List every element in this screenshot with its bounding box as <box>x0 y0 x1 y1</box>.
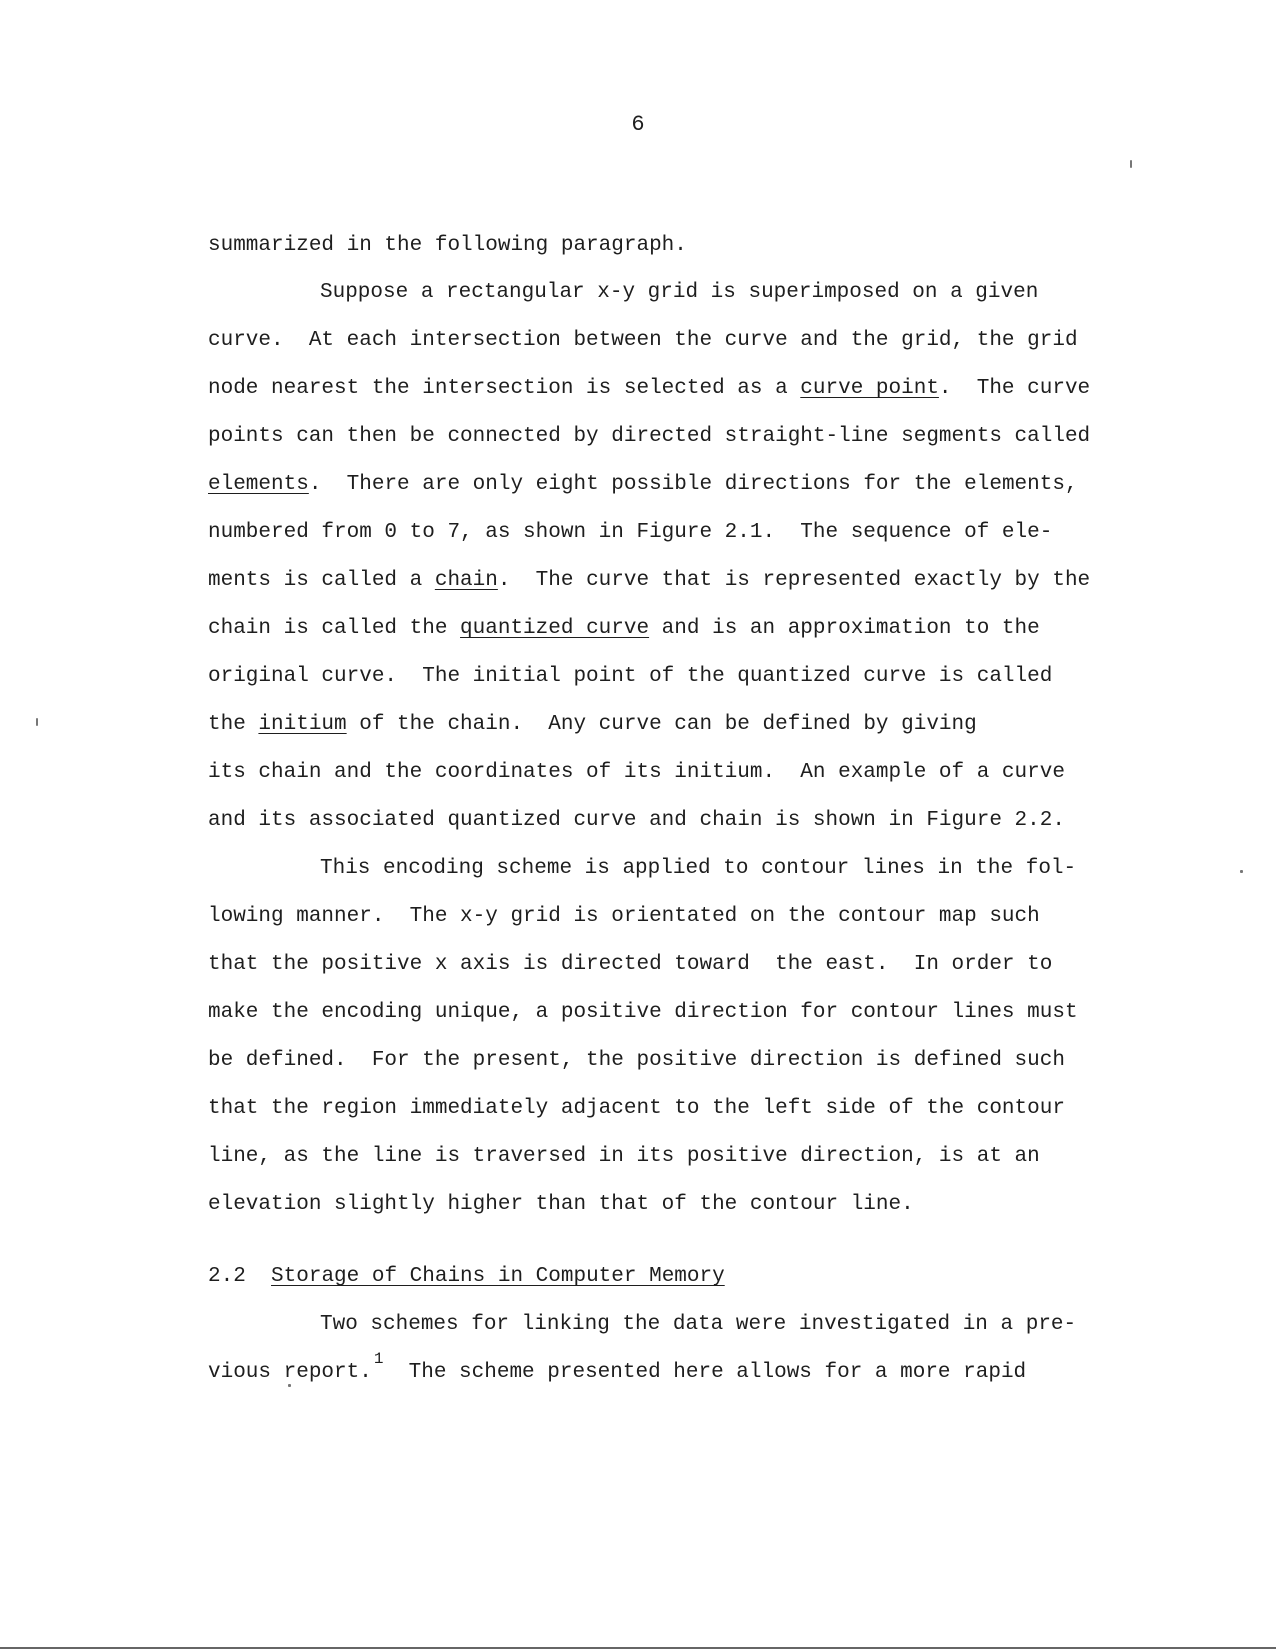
text-line: make the encoding unique, a positive direction for contour lines must <box>208 1001 1078 1024</box>
scan-speck <box>288 1384 291 1387</box>
page-number: 6 <box>631 112 645 137</box>
text-line <box>208 568 1090 594</box>
text-line: that the region immediately adjacent to the left side of the contour <box>208 1097 1065 1120</box>
term-quantized-curve: quantized curve <box>460 617 650 640</box>
text-line: Two schemes for linking the data were investigated in a pre- <box>320 1313 1077 1336</box>
section-number: 2.2 <box>208 1265 246 1288</box>
text-line: This encoding scheme is applied to contour lines in the fol- <box>320 857 1077 880</box>
text-span: . There are only eight possible directions for the elements, <box>308 473 1078 496</box>
text-line: its chain and the coordinates of its initium. An example of a curve <box>208 761 1065 784</box>
text-span: . The curve that is represented exactly by the <box>497 569 1091 592</box>
text-line: Suppose a rectangular x-y grid is superimposed on a given <box>320 281 1039 304</box>
scan-speck <box>1130 160 1132 168</box>
text-span: . The curve <box>938 377 1091 400</box>
text-line <box>208 712 977 738</box>
term-initium: initium <box>258 713 347 736</box>
text-line <box>208 1350 1027 1386</box>
term-chain: chain <box>434 569 498 592</box>
scan-speck <box>36 718 38 726</box>
text-line <box>208 472 1078 498</box>
text-line: curve. At each intersection between the curve and the grid, the grid <box>208 329 1078 352</box>
scan-edge <box>0 1647 1276 1649</box>
term-elements: elements <box>208 473 309 496</box>
text-line: summarized in the following paragraph. <box>208 234 687 257</box>
text-line: lowing manner. The x-y grid is orientated on the contour map such <box>208 905 1040 928</box>
section-title: Storage of Chains in Computer Memory <box>271 1265 725 1288</box>
text-line: numbered from 0 to 7, as shown in Figure 2.1. The sequence of ele- <box>208 521 1053 544</box>
section-heading <box>208 1264 725 1290</box>
text-span: The scheme presented here allows for a more rapid <box>383 1361 1027 1384</box>
text-span: the <box>208 713 259 736</box>
text-line <box>208 616 1040 642</box>
text-line <box>208 376 1090 402</box>
scan-speck <box>1240 870 1243 873</box>
text-line: original curve. The initial point of the quantized curve is called <box>208 665 1053 688</box>
text-line: be defined. For the present, the positive direction is defined such <box>208 1049 1065 1072</box>
text-line: points can then be connected by directed straight-line segments called <box>208 425 1091 448</box>
text-span: node nearest the intersection is selected as a <box>208 377 801 400</box>
text-span: chain is called the <box>208 617 461 640</box>
text-line: elevation slightly higher than that of the contour line. <box>208 1193 914 1216</box>
text-span: ments is called a <box>208 569 435 592</box>
text-span: vious report. <box>208 1361 372 1384</box>
term-curve-point: curve point <box>800 377 939 400</box>
text-span: of the chain. Any curve can be defined by giving <box>346 713 977 736</box>
text-line: line, as the line is traversed in its positive direction, is at an <box>208 1145 1040 1168</box>
text-line: and its associated quantized curve and chain is shown in Figure 2.2. <box>208 809 1065 832</box>
text-line: that the positive x axis is directed toward the east. In order to <box>208 953 1053 976</box>
footnote-ref: 1 <box>373 1350 384 1368</box>
text-span: and is an approximation to the <box>649 617 1040 640</box>
